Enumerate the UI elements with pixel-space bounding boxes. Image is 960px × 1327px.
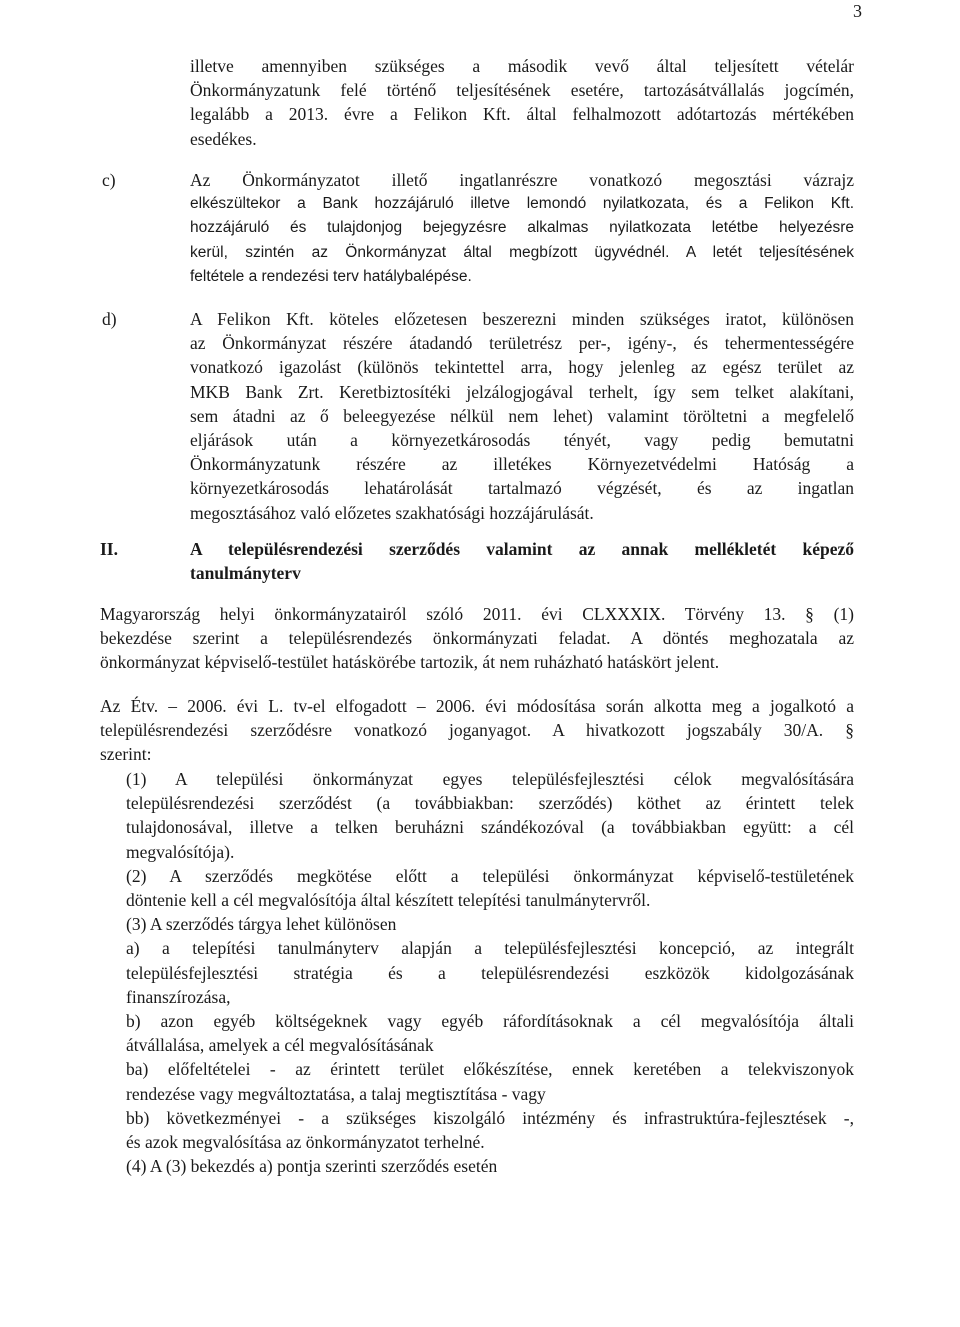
text-line: az Önkormányzat részére átadandó területrész per-, igény-, és tehermentességére bbox=[190, 333, 854, 354]
text-line: eljárások után a környezetkárosodás tényét, vagy pedig bemutatni bbox=[190, 430, 854, 451]
quoted-statute bbox=[126, 767, 854, 1178]
intro-paragraph bbox=[190, 54, 854, 151]
item-c-paragraph bbox=[190, 168, 854, 289]
text-line: településfejlesztési stratégia és a településrendezési eszközök kidolgozásának bbox=[126, 962, 854, 983]
text-line: Önkormányzatunk részére az illetékes Környezetvédelmi Hatóság a bbox=[190, 454, 854, 475]
text-line: megvalósítója). bbox=[126, 841, 235, 862]
text-line: (1) A települési önkormányzat egyes településfejlesztési célok megvalósítására bbox=[126, 769, 854, 789]
text-line: ba) előfeltételei - az érintett terület előkészítése, ennek keretében a telekviszonyok bbox=[126, 1059, 854, 1080]
text-line: önkormányzat képviselő-testület hatáskörébe tartozik, át nem ruházható hatáskört jelent. bbox=[100, 652, 720, 673]
text-line: b) azon egyéb költségeknek vagy egyéb ráfordításoknak a cél megvalósítója általi bbox=[126, 1011, 854, 1032]
page-number: 3 bbox=[853, 1, 862, 21]
text-line: megosztásához való előzetes szakhatósági hozzájárulását. bbox=[190, 502, 594, 523]
item-c-marker: c) bbox=[102, 170, 116, 190]
heading-line: tanulmányterv bbox=[190, 563, 301, 584]
text-line: vonatkozó igazolást (különös tekintettel arra, hogy jelenleg az egész terület az bbox=[190, 357, 854, 378]
text-line: bb) következményei - a szükséges kiszolgáló intézmény és infrastruktúra-fejlesztések -, bbox=[126, 1107, 854, 1128]
text-line: a) a telepítési tanulmányterv alapján a településfejlesztési koncepció, az integrált bbox=[126, 938, 854, 959]
section-ii-heading bbox=[190, 537, 854, 585]
text-line: sem átadni az ő beleegyezése nélkül nem lehet) valamint töröltetni a megfelelő bbox=[190, 405, 854, 426]
text-line: Magyarország helyi önkormányzatairól szóló 2011. évi CLXXXIX. Törvény 13. § (1) bbox=[100, 604, 854, 624]
text-line: (3) A szerződés tárgya lehet különösen bbox=[126, 914, 397, 935]
paragraph-law-reference bbox=[100, 602, 854, 675]
text-line: illetve amennyiben szükséges a második vevő által teljesített vételár bbox=[190, 56, 854, 76]
text-line: (4) A (3) bekezdés a) pontja szerinti szerződés esetén bbox=[126, 1156, 498, 1177]
text-line: finanszírozása, bbox=[126, 986, 231, 1007]
text-line: A Felikon Kft. köteles előzetesen beszerezni minden szükséges iratot, különösen bbox=[190, 309, 854, 329]
text-line: településrendezési szerződést (a továbbiakban: szerződés) köthet az érintett telek bbox=[126, 793, 854, 814]
text-line: és azok megvalósítása az önkormányzatot terhelné. bbox=[126, 1132, 485, 1153]
text-line: hozzájáruló és tulajdonjog bejegyzésre alkalmas nyilatkozata letétbe helyezésre bbox=[190, 219, 854, 237]
text-line: MKB Bank Zrt. Keretbiztosítéki jelzálogjogával terhelt, így sem telket alakítani, bbox=[190, 381, 854, 402]
text-line: rendezése vagy megváltoztatása, a talaj megtisztítása - vagy bbox=[126, 1083, 546, 1104]
text-line: Az Önkormányzatot illető ingatlanrészre vonatkozó megosztási vázrajz bbox=[190, 170, 854, 190]
text-line: elkészültekor a Bank hozzájáruló illetve lemondó nyilatkozata, és a Felikon Kft. bbox=[190, 195, 854, 213]
text-line: bekezdése szerint a településrendezés önkormányzati feladat. A döntés meghozatala az bbox=[100, 628, 854, 649]
heading-line: A településrendezési szerződés valamint az annak mellékletét képező bbox=[190, 539, 854, 559]
text-line: legalább a 2013. évre a Felikon Kft. által felhalmozott adótartozás mértékében bbox=[190, 104, 854, 125]
text-line: esedékes. bbox=[190, 128, 257, 149]
text-line: Az Étv. – 2006. évi L. tv-el elfogadott – 2006. évi módosítása során alkotta meg a jogalkotó a bbox=[100, 696, 854, 716]
paragraph-etv bbox=[100, 694, 854, 767]
text-line: szerint: bbox=[100, 744, 152, 765]
text-line: (2) A szerződés megkötése előtt a települési önkormányzat képviselő-testületének bbox=[126, 865, 854, 886]
item-d-paragraph bbox=[190, 307, 854, 525]
item-d-marker: d) bbox=[102, 309, 117, 329]
text-line: átvállalása, amelyek a cél megvalósításának bbox=[126, 1035, 434, 1056]
text-line: kerül, szintén az Önkormányzat által megbízott ügyvédnél. A letét teljesítésének bbox=[190, 243, 854, 261]
section-ii-marker: II. bbox=[100, 539, 118, 559]
text-line: településrendezési szerződésre vonatkozó joganyagot. A hivatkozott jogszabály 30/A. § bbox=[100, 720, 854, 741]
text-line: környezetkárosodás lehatárolását tartalmazó végzését, és az ingatlan bbox=[190, 478, 854, 499]
text-line: feltétele a rendezési terv hatálybalépése. bbox=[190, 267, 472, 285]
text-line: Önkormányzatunk felé történő teljesítésének esetére, tartozásátvállalás jogcímén, bbox=[190, 80, 854, 101]
text-line: döntenie kell a cél megvalósítója által készített telepítési tanulmánytervről. bbox=[126, 890, 651, 911]
text-line: tulajdonosával, illetve a telken beruházni szándékozóval (a továbbiakban együtt: a cél bbox=[126, 817, 854, 838]
